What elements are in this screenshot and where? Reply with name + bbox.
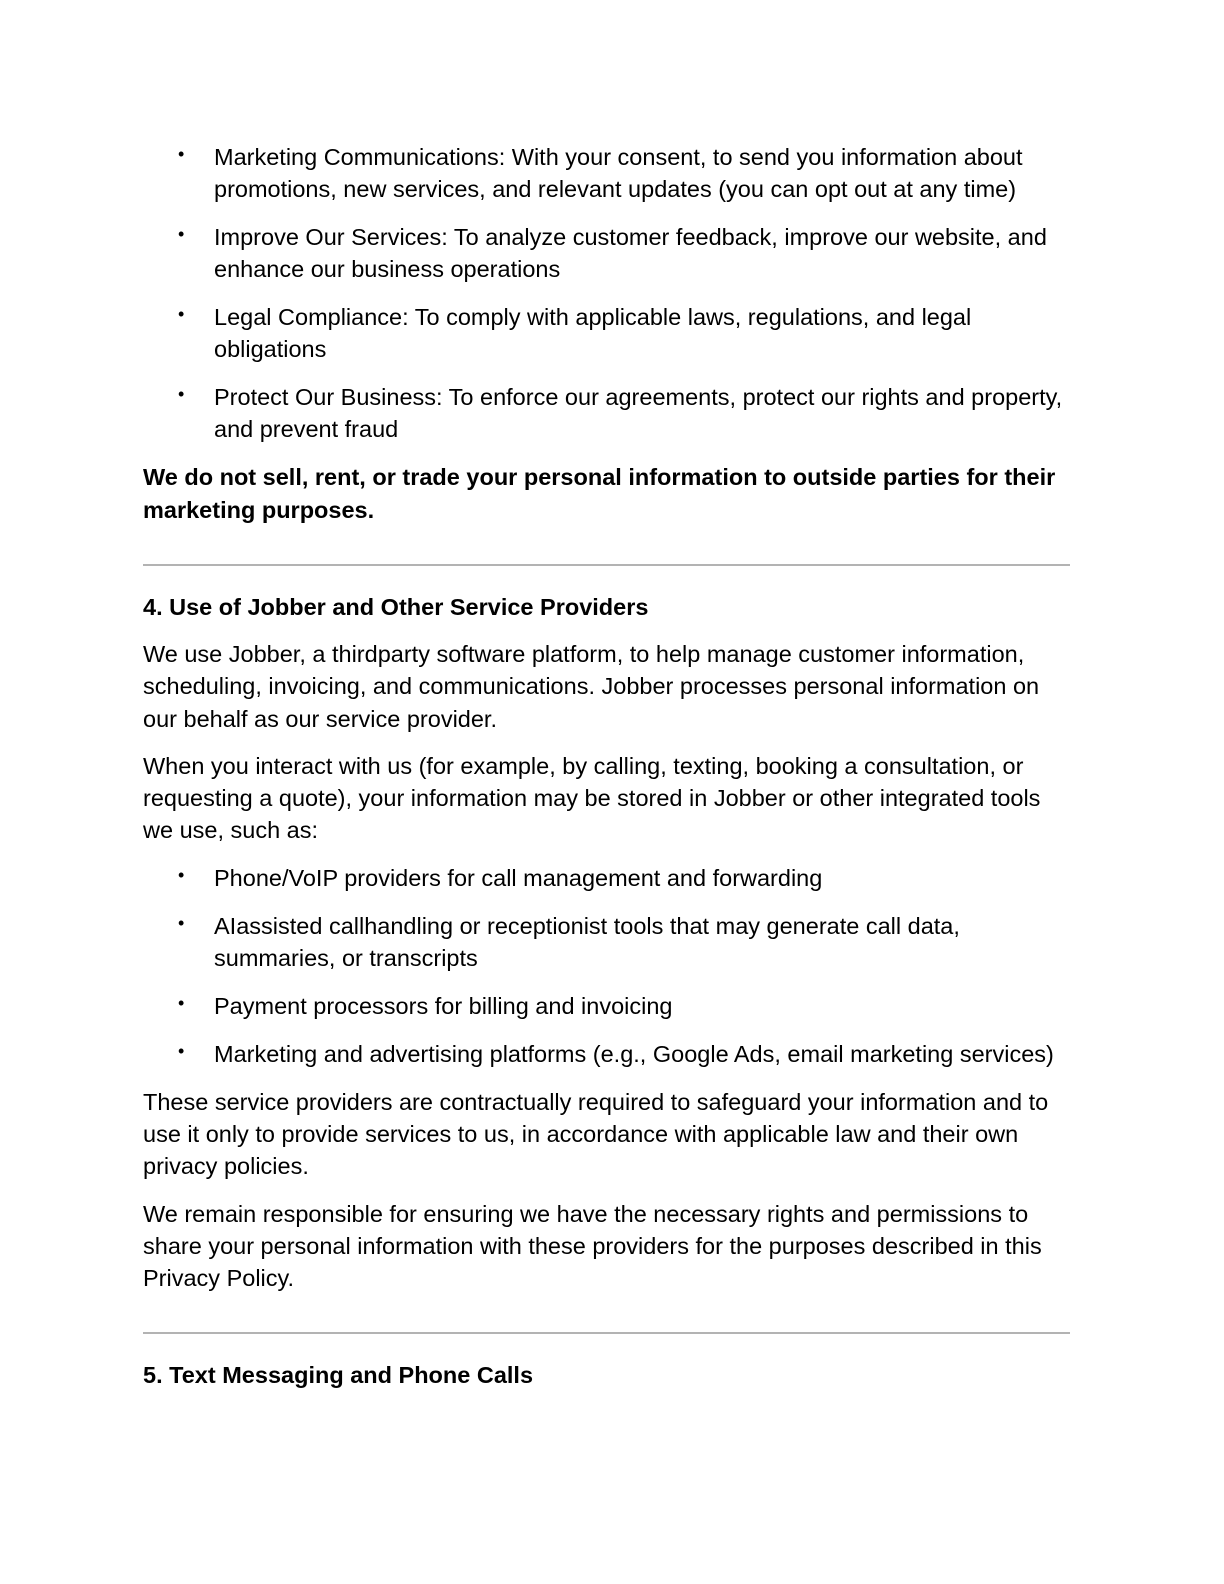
- bullet-icon: •: [178, 1040, 185, 1061]
- section-divider: [143, 564, 1070, 566]
- section-4-heading: 4. Use of Jobber and Other Service Providers: [143, 594, 649, 620]
- bullet-icon: •: [178, 992, 185, 1013]
- list-item-text: Improve Our Services: To analyze customer feedback, improve our website, and enhance our business operations: [214, 224, 1047, 282]
- bullet-icon: •: [178, 912, 185, 933]
- list-item-text: AIassisted callhandling or receptionist tools that may generate call data, summaries, or transcripts: [214, 912, 960, 971]
- list-item: [143, 990, 1070, 1022]
- list-item-text: Marketing Communications: With your consent, to send you information about promotions, new services, and relevant updates (you can opt out at any time): [214, 144, 1023, 202]
- bullet-icon: •: [178, 864, 185, 885]
- document-page: [143, 141, 1070, 1406]
- list-item: [143, 910, 1070, 974]
- section-4-paragraph-2: When you interact with us (for example, by calling, texting, booking a consultation, or requesting a quote), your information may be stored in Jobber or other integrated tools we use, such as:: [143, 752, 1041, 844]
- list-item: [143, 141, 1070, 205]
- list-item: [143, 862, 1070, 894]
- list-item: [143, 301, 1070, 365]
- list-item-text: Phone/VoIP providers for call management and forwarding: [214, 864, 823, 891]
- list-item: [143, 1038, 1070, 1070]
- list-item: [143, 381, 1070, 445]
- no-sell-statement: We do not sell, rent, or trade your personal information to outside parties for their marketing purposes.: [143, 464, 1056, 523]
- list-item-text: Payment processors for billing and invoicing: [214, 992, 673, 1019]
- bullet-icon: •: [178, 304, 185, 324]
- list-item: [143, 221, 1070, 285]
- bullet-icon: •: [178, 144, 185, 164]
- section-4-paragraph-4: We remain responsible for ensuring we have the necessary rights and permissions to share your personal information with these providers for the purposes described in this Privacy Policy.: [143, 1200, 1042, 1292]
- section-4-paragraph-1: We use Jobber, a thirdparty software platform, to help manage customer information, scheduling, invoicing, and communications. Jobber processes personal information on our behalf as our service provider.: [143, 641, 1040, 732]
- service-provider-bullet-list: [143, 862, 1070, 1070]
- bullet-icon: •: [178, 224, 185, 244]
- list-item-text: Legal Compliance: To comply with applicable laws, regulations, and legal obligations: [214, 304, 972, 362]
- section-divider: [143, 1332, 1070, 1334]
- section-4-paragraph-3: These service providers are contractually required to safeguard your information and to use it only to provide services to us, in accordance with applicable law and their own privacy policies.: [143, 1088, 1049, 1180]
- bullet-icon: •: [178, 384, 185, 404]
- list-item-text: Protect Our Business: To enforce our agreements, protect our rights and property, and prevent fraud: [214, 384, 1063, 442]
- purpose-bullet-list: [143, 141, 1070, 445]
- section-5-heading: 5. Text Messaging and Phone Calls: [143, 1361, 534, 1388]
- list-item-text: Marketing and advertising platforms (e.g., Google Ads, email marketing services): [214, 1040, 1054, 1067]
